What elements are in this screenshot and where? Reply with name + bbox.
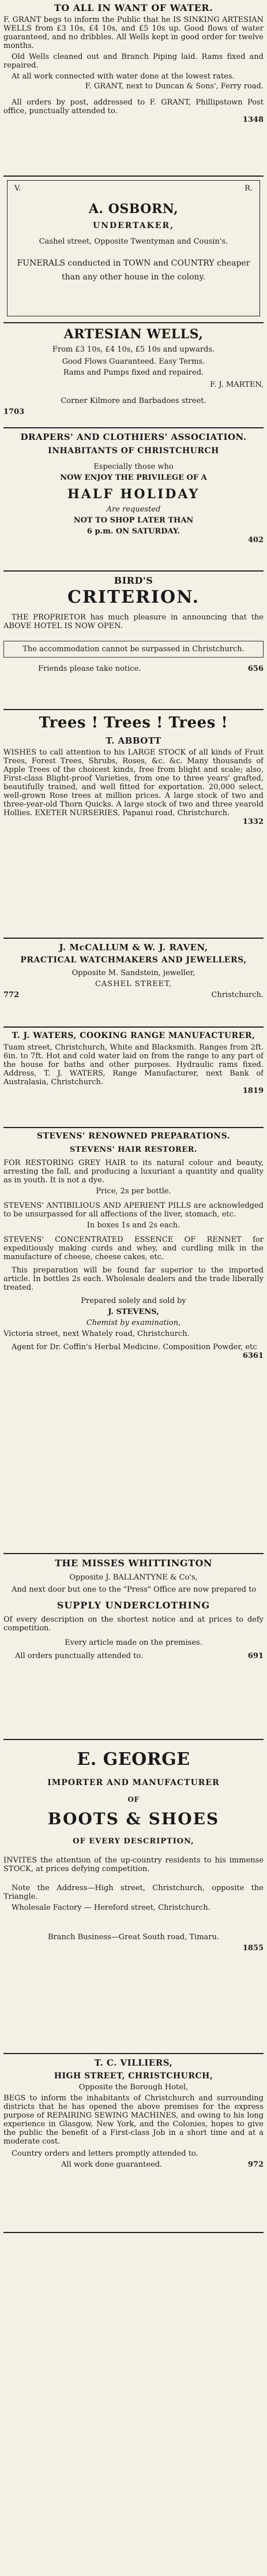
drapers-heading-2: INHABITANTS OF CHRISTCHURCH: [48, 446, 219, 456]
divider: [3, 709, 264, 710]
villiers-number: 972: [247, 2160, 264, 2169]
mccallum-footer: [3, 991, 264, 999]
villiers-body: BEGS to inform the inhabitants of Christchurch and surrounding districts that he has opened the above premises for the express purpose of REPAIRING SEWING MACHINES, and owing to his long experience in Glasgow, New York, and the Colonies, hopes to give the public the benefit of a First-class Job in a short time and at a moderate cost.: [3, 2094, 264, 2146]
stevens-name: J. STEVENS,: [108, 1308, 159, 1316]
divider: [3, 322, 264, 323]
osborn-advertisement: [7, 180, 260, 316]
drapers-number: 402: [247, 536, 264, 544]
abbott-heading: Trees ! Trees ! Trees !: [39, 714, 228, 731]
drapers-line-4: NOT TO SHOP LATER THAN: [73, 516, 194, 525]
criterion-number: 656: [247, 664, 264, 673]
grant-body-3: At all work connected with water done at the lowest rates.: [12, 72, 235, 81]
abbott-number: 1332: [242, 817, 264, 826]
abbott-name: T. ABBOTT: [106, 736, 161, 746]
stevens-address: Victoria street, next Whately road, Christchurch.: [3, 1330, 190, 1338]
osborn-address: Cashel street, Opposite Twentyman and Cousin's.: [39, 237, 228, 246]
marten-name: F. J. MARTEN,: [210, 380, 264, 389]
stevens-heading-2: STEVENS' HAIR RESTORER.: [69, 1145, 198, 1154]
marten-address: Corner Kilmore and Barbadoes street.: [61, 397, 206, 405]
stevens-advertisement: [3, 1132, 264, 1550]
stevens-body-4: This preparation will be found far superior to the imported article. In bottles 2s each. Wholesale dealers and the trade liberally treated.: [3, 1266, 264, 1292]
george-branch: Branch Business—Great South road, Timaru.: [47, 1933, 220, 1942]
stevens-chemist: Chemist by examination,: [86, 1319, 181, 1327]
divider: [3, 1127, 264, 1128]
whittington-footer: [3, 1652, 264, 1660]
villiers-address-2: Opposite the Borough Hotel,: [78, 2083, 189, 2092]
divider: [3, 427, 264, 428]
stevens-prepared: Prepared solely and sold by: [81, 1297, 186, 1305]
osborn-initial-right: R.: [245, 184, 253, 193]
abbott-advertisement: [3, 714, 264, 933]
marten-number: 1703: [3, 408, 25, 416]
mccallum-advertisement: [3, 942, 264, 1023]
stevens-heading-1: STEVENS' RENOWNED PREPARATIONS.: [36, 1132, 231, 1141]
grant-signature: F. GRANT, next to Duncan & Sons', Ferry road.: [85, 82, 264, 91]
divider: [3, 1026, 264, 1028]
whittington-body-2: SUPPLY UNDERCLOTHING: [57, 1600, 210, 1611]
osborn-name: A. OSBORN,: [88, 201, 179, 216]
george-body: INVITES the attention of the up-country residents to his immense STOCK, at prices defying competition.: [3, 1856, 264, 1873]
criterion-heading-1: BIRD'S: [114, 575, 153, 586]
george-description: OF EVERY DESCRIPTION,: [73, 1837, 194, 1846]
waters-body: Tuam street, Christchurch, White and Blacksmith. Ranges from 2ft. 6in. to 7ft. Hot and cold water laid on from the range to any part of the house for baths and other purposes. Hydraulic rams fixed. Address, T. J. WATERS, Range Manufacturer, next Bank of Australasia, Christchurch.: [3, 1043, 264, 1087]
criterion-advertisement: [3, 575, 264, 705]
abbott-body: WISHES to call attention to his LARGE STOCK of all kinds of Fruit Trees, Forest Trees, Shrubs, Roses, &c. &c. Many thousands of Apple Trees of the choicest kinds, free from blight and scale; also, First-class Blight-proof Varieties, from one to three years' grafted, beautifully trained, and well fitted for exportation. 20,000 select, well-grown Rose trees at million prices. A large stock of two and three-year-old Thorn Quicks. A large stock of two and three yearold Hollies. EXETER NURSERIES, Papanui road, Christchurch.: [3, 748, 264, 817]
mccallum-address-2: CASHEL STREET,: [95, 980, 172, 988]
villiers-orders: Country orders and letters promptly attended to.: [12, 2149, 198, 2158]
george-of: OF: [127, 1795, 140, 1804]
drapers-line-3: Are requested: [106, 505, 161, 514]
george-trade: IMPORTER AND MANUFACTURER: [47, 1778, 220, 1787]
stevens-price-1: Price, 2s per bottle.: [96, 1187, 171, 1196]
grant-orders: All orders by post, addressed to F. GRANT, Phillipstown Post office, punctually attended to.: [3, 98, 264, 115]
whittington-advertisement: [3, 1558, 264, 1735]
grant-body: F. GRANT begs to inform the Public that he IS SINKING ARTESIAN WELLS from £3 10s, £4 10s, and £5 10s up. Good flows of water guaranteed, and no dribbles. All Wells kept in good order for twelve months.: [3, 16, 264, 50]
george-address-2: Wholesale Factory — Hereford street, Christchurch.: [12, 1903, 210, 1912]
drapers-holiday: HALF HOLIDAY: [67, 487, 200, 502]
criterion-heading-2: CRITERION.: [67, 587, 200, 607]
grant-heading: TO ALL IN WANT OF WATER.: [54, 2, 213, 13]
villiers-heading: T. C. VILLIERS,: [94, 2058, 173, 2068]
mccallum-trade: PRACTICAL WATCHMAKERS AND JEWELLERS,: [20, 955, 247, 965]
marten-prices: From £3 10s, £4 10s, £5 10s and upwards.: [52, 345, 215, 354]
waters-heading: T. J. WATERS, COOKING RANGE MANUFACTURER,: [12, 1031, 255, 1040]
divider: [3, 1553, 264, 1554]
stevens-body-2: STEVENS' ANTIBILIOUS AND APERIENT PILLS are acknowledged to be unsurpassed for all affections of the liver, stomach, etc.: [3, 1201, 264, 1219]
george-number: 1855: [242, 1944, 264, 1952]
villiers-advertisement: [3, 2058, 264, 2228]
grant-advertisement: [3, 2, 264, 173]
mccallum-number: 772: [3, 991, 20, 999]
divider: [3, 938, 264, 939]
villiers-guaranteed: All work done guaranteed.: [61, 2160, 163, 2169]
mccallum-city: Christchurch.: [211, 991, 264, 999]
george-goods: BOOTS & SHOES: [47, 1809, 220, 1828]
divider: [3, 176, 264, 177]
stevens-body-1: FOR RESTORING GREY HAIR to its natural colour and beauty, arresting the fall, and producing a luxuriant a quantity and quality as in youth. It is not a dye.: [3, 1159, 264, 1185]
osborn-initial-left: V.: [14, 184, 21, 193]
criterion-body: THE PROPRIETOR has much pleasure in announcing that the ABOVE HOTEL IS NOW OPEN.: [3, 613, 264, 630]
divider: [3, 2232, 264, 2233]
stevens-body-3: STEVENS' CONCENTRATED ESSENCE OF RENNET for expeditiously making curds and whey, and curdling milk in the manufacture of cheese, cheese cakes, etc.: [3, 1235, 264, 1261]
mccallum-heading: J. McCALLUM & W. J. RAVEN,: [59, 942, 208, 953]
whittington-heading: THE MISSES WHITTINGTON: [54, 1558, 213, 1569]
marten-line-1: Good Flows Guaranteed. Easy Terms.: [62, 357, 205, 366]
divider: [3, 2053, 264, 2054]
criterion-body-2: The accommodation cannot be surpassed in Christchurch.: [3, 641, 264, 658]
whittington-orders: All orders punctually attended to.: [15, 1652, 144, 1660]
stevens-number: 6361: [242, 1352, 264, 1360]
osborn-initials-row: [14, 184, 253, 198]
marten-heading: ARTESIAN WELLS,: [63, 327, 204, 342]
villiers-address-1: HIGH STREET, CHRISTCHURCH,: [54, 2071, 213, 2081]
stevens-agent: Agent for Dr. Coffin's Herbal Medicine. Composition Powder, etc: [12, 1343, 257, 1352]
villiers-footer: [3, 2160, 264, 2169]
drapers-advertisement: [3, 432, 264, 566]
criterion-notice-row: [3, 664, 264, 673]
waters-advertisement: [3, 1031, 264, 1123]
whittington-number: 691: [247, 1652, 264, 1660]
divider: [3, 570, 264, 572]
drapers-heading-1: DRAPERS' AND CLOTHIERS' ASSOCIATION.: [20, 432, 247, 442]
waters-number: 1819: [242, 1087, 264, 1095]
osborn-body: FUNERALS conducted in TOWN and COUNTRY cheaper than any other house in the colony.: [17, 259, 250, 282]
drapers-line-2: NOW ENJOY THE PRIVILEGE OF A: [60, 473, 207, 482]
george-address-1: Note the Address—High street, Christchurch, opposite the Triangle.: [3, 1884, 264, 1901]
whittington-address: Opposite J. BALLANTYNE & Co's,: [69, 1573, 198, 1582]
grant-body-2: Old Wells cleaned out and Branch Piping laid. Rams fixed and repaired.: [3, 53, 264, 70]
stevens-price-2: In boxes 1s and 2s each.: [87, 1221, 180, 1230]
marten-advertisement: [3, 327, 264, 424]
drapers-line-1: Especially those who: [93, 462, 174, 471]
george-advertisement: [3, 1744, 264, 2049]
divider: [3, 1739, 264, 1740]
whittington-line: Every article made on the premises.: [65, 1638, 202, 1647]
whittington-body-3: Of every description on the shortest notice and at prices to defy competition.: [3, 1615, 264, 1633]
whittington-body-1: And next door but one to the "Press" Office are now prepared to: [12, 1585, 257, 1594]
criterion-notice: Friends please take notice.: [38, 664, 141, 673]
osborn-trade: UNDERTAKER,: [92, 221, 175, 230]
marten-line-2: Rams and Pumps fixed and repaired.: [63, 368, 204, 377]
mccallum-address-1: Opposite M. Sandstein, jeweller,: [72, 969, 195, 977]
george-heading: E. GEORGE: [77, 1749, 190, 1769]
drapers-line-5: 6 p.m. ON SATURDAY.: [87, 527, 180, 536]
grant-number: 1348: [242, 115, 264, 124]
